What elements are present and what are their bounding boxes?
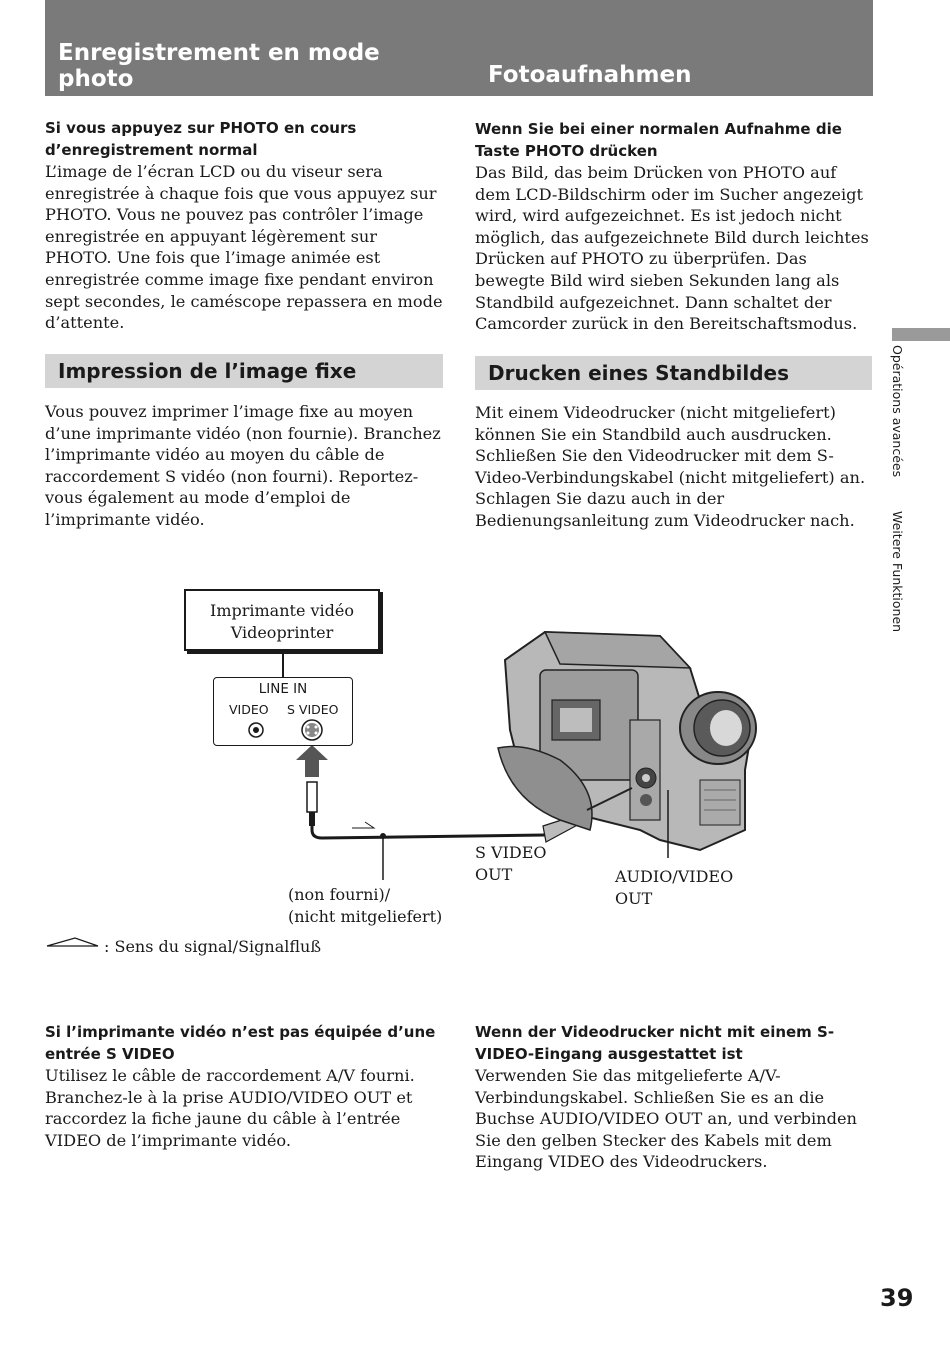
- av-out-line2: OUT: [615, 888, 653, 908]
- svideo-out-line2: OUT: [475, 864, 513, 884]
- printer-label-de: Videoprinter: [230, 622, 334, 642]
- printer-label-fr: Imprimante vidéo: [210, 601, 354, 620]
- nosvideo-body-fr: Utilisez le câble de raccordement A/V fourni. Branchez-le à la prise AUDIO/VIDEO OUT et raccordez la fiche jaune du câble à l’entrée VIDEO de l’imprimante vidéo.: [45, 1066, 415, 1150]
- line-in-panel: [213, 677, 353, 746]
- photo-heading-fr: Si vous appuyez sur PHOTO en cours d’enregistrement normal: [45, 119, 357, 159]
- video-jack-label: VIDEO: [229, 702, 269, 717]
- page-title-fr: Enregistrement en mode photo: [58, 40, 380, 92]
- nosvideo-body-de: Verwenden Sie das mitgelieferte A/V-Verbindungskabel. Schließen Sie es an die Buchse AUDIO/VIDEO OUT an, und verbinden Sie den gelben Stecker des Kabels mit dem Eingang VIDEO des Videodruckers.: [475, 1066, 857, 1172]
- print-body-fr: Vous pouvez imprimer l’image fixe au moyen d’une imprimante vidéo (non fournie). Branchez l’imprimante vidéo au moyen du câble de raccordement S vidéo (non fourni). Reportez-vous également au mode d’emploi de l’imprimante vidéo.: [45, 402, 441, 529]
- photo-heading-de: Wenn Sie bei einer normalen Aufnahme die Taste PHOTO drücken: [475, 120, 842, 160]
- page-number: 39: [880, 1284, 914, 1312]
- print-title-fr: Impression de l’image fixe: [58, 359, 357, 383]
- av-out-label: [615, 866, 733, 909]
- print-title-de: Drucken eines Standbildes: [488, 361, 790, 385]
- photo-body-de: Das Bild, das beim Drücken von PHOTO auf dem LCD-Bildschirm oder im Sucher angezeigt wird, wird aufgezeichnet. Es ist jedoch nicht möglich, das aufgezeichnete Bild durch leichtes Drücken auf PHOTO zu überprüfen. Das bewegte Bild wird sieben Sekunden lang als Standbild aufgezeichnet. Dann schaltet der Camcorder zurück in den Bereitschaftsmodus.: [475, 163, 869, 334]
- nosvideo-heading-de: Wenn der Videodrucker nicht mit einem S-VIDEO-Eingang ausgestattet ist: [475, 1023, 835, 1063]
- cable-label-de: (nicht mitgeliefert): [288, 906, 443, 926]
- signal-arrow-icon: [352, 822, 374, 828]
- svideo-jack-label: S VIDEO: [287, 702, 339, 717]
- svideo-cable: [312, 826, 545, 838]
- cable-label: [288, 884, 442, 927]
- side-tab-fr: Opérations avancées: [890, 345, 905, 478]
- photo-body-fr: L’image de l’écran LCD ou du viseur sera enregistrée à chaque fois que vous appuyez sur PHOTO. Vous ne pouvez pas contrôler l’image enregistrée en appuyant légèrement sur PHOTO. Une fois que l’image animée est enregistrée comme image fixe pendant environ sept secondes, le caméscope repassera en mode d’attente.: [45, 162, 443, 333]
- side-tab-de: Weitere Funktionen: [890, 511, 905, 633]
- camcorder-icon: [498, 632, 756, 850]
- video-printer-box: [184, 589, 380, 651]
- insert-arrow-icon: [296, 745, 328, 777]
- page-title-de: Fotoaufnahmen: [488, 62, 692, 88]
- legend-arrow-icon: [47, 938, 98, 946]
- nosvideo-heading-fr: Si l’imprimante vidéo n’est pas équipée d’une entrée S VIDEO: [45, 1023, 436, 1063]
- jacks-graphic: [214, 678, 354, 747]
- signal-legend: : Sens du signal/Signalfluß: [104, 937, 322, 956]
- print-body-de: Mit einem Videodrucker (nicht mitgeliefert) können Sie ein Standbild auch ausdrucken. Schließen Sie den Videodrucker mit dem S-Video-Verbindungskabel (nicht mitgeliefert) an. Schlagen Sie dazu auch in der Bedienungsanleitung zum Videodrucker nach.: [475, 403, 866, 530]
- svideo-plug-icon: [307, 782, 317, 812]
- svideo-out-label: [475, 842, 547, 885]
- av-out-line1: AUDIO/VIDEO: [615, 867, 734, 886]
- cable-label-fr: (non fourni)/: [288, 885, 391, 904]
- svideo-out-line1: S VIDEO: [475, 843, 547, 862]
- line-in-label: LINE IN: [258, 681, 308, 697]
